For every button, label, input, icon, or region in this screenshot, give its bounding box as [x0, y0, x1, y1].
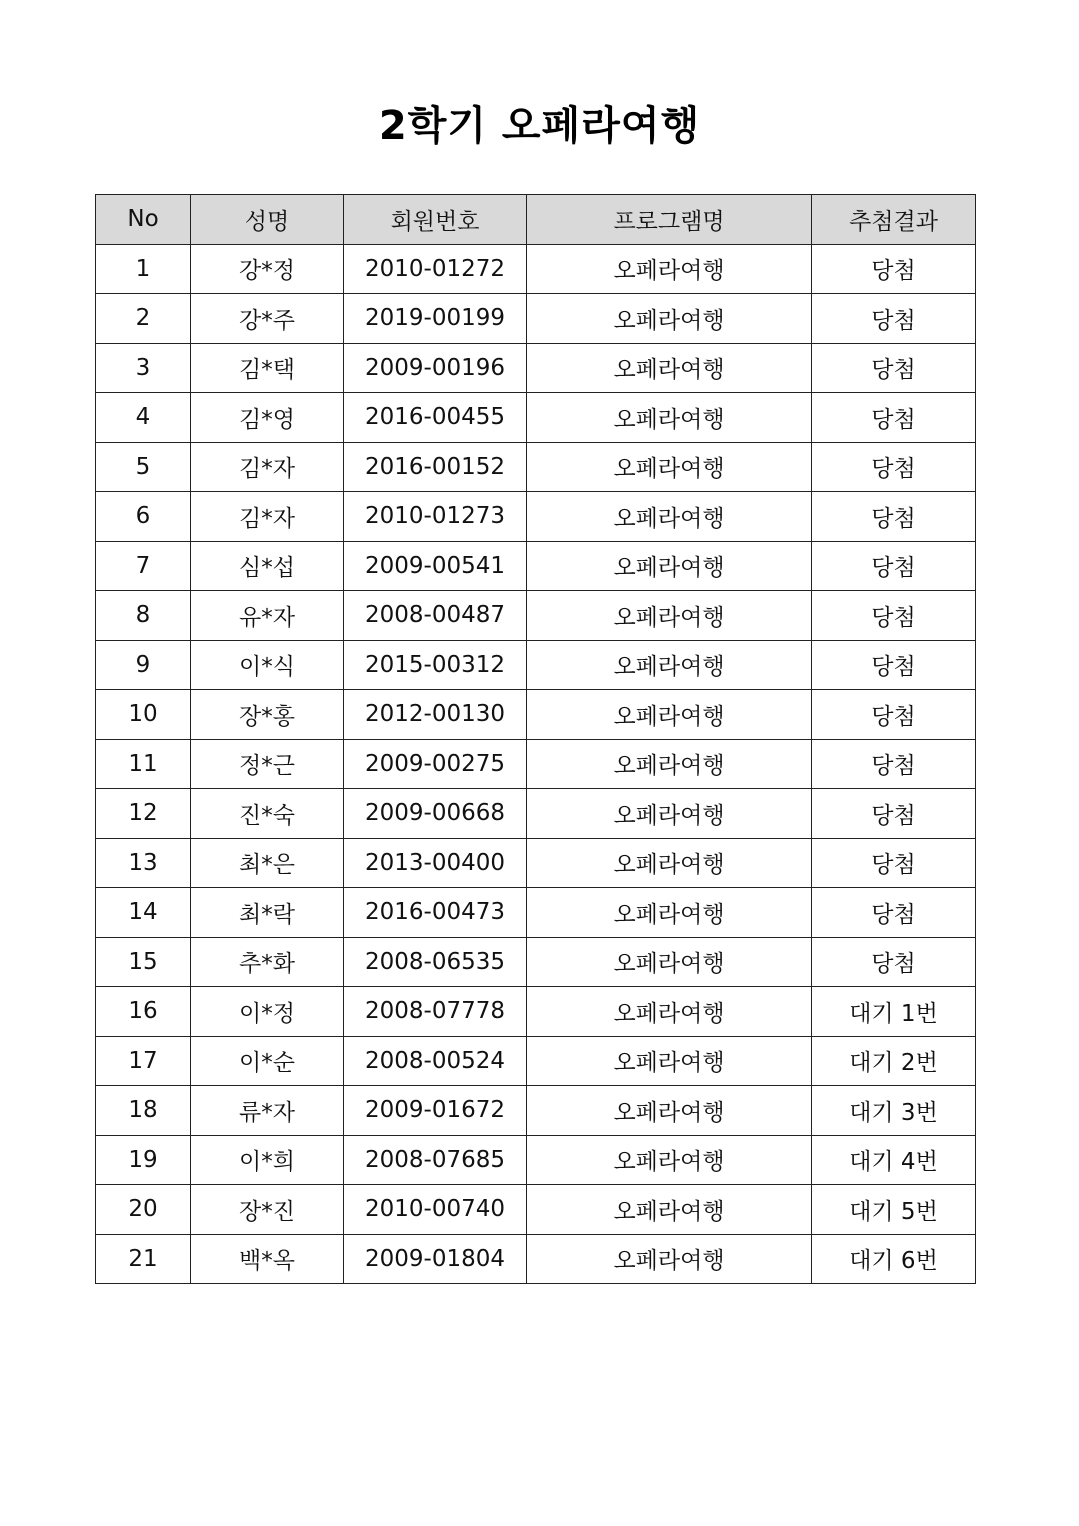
cell-name: 이*순 [191, 1036, 344, 1086]
cell-name: 이*정 [191, 987, 344, 1037]
table-body [96, 244, 976, 1284]
table-row [96, 789, 976, 839]
cell-program: 오페라여행 [527, 393, 812, 443]
cell-no: 7 [96, 541, 191, 591]
cell-no: 18 [96, 1086, 191, 1136]
cell-name: 류*자 [191, 1086, 344, 1136]
cell-member-id: 2015-00312 [344, 640, 527, 690]
cell-no: 12 [96, 789, 191, 839]
cell-member-id: 2009-01804 [344, 1234, 527, 1284]
cell-no: 11 [96, 739, 191, 789]
cell-name: 백*옥 [191, 1234, 344, 1284]
cell-member-id: 2008-00487 [344, 591, 527, 641]
table-row [96, 244, 976, 294]
cell-member-id: 2009-00668 [344, 789, 527, 839]
cell-member-id: 2009-00196 [344, 343, 527, 393]
table-header-row [96, 195, 976, 245]
cell-program: 오페라여행 [527, 690, 812, 740]
cell-no: 14 [96, 888, 191, 938]
cell-member-id: 2016-00473 [344, 888, 527, 938]
cell-program: 오페라여행 [527, 640, 812, 690]
cell-result: 대기 5번 [812, 1185, 976, 1235]
cell-no: 19 [96, 1135, 191, 1185]
cell-program: 오페라여행 [527, 888, 812, 938]
cell-no: 3 [96, 343, 191, 393]
cell-program: 오페라여행 [527, 1234, 812, 1284]
cell-program: 오페라여행 [527, 492, 812, 542]
table-row [96, 888, 976, 938]
cell-result: 당첨 [812, 294, 976, 344]
cell-name: 장*진 [191, 1185, 344, 1235]
cell-name: 김*자 [191, 442, 344, 492]
cell-name: 심*섭 [191, 541, 344, 591]
cell-name: 진*숙 [191, 789, 344, 839]
cell-no: 8 [96, 591, 191, 641]
cell-name: 최*락 [191, 888, 344, 938]
table-row [96, 541, 976, 591]
cell-name: 강*주 [191, 294, 344, 344]
cell-program: 오페라여행 [527, 244, 812, 294]
cell-no: 10 [96, 690, 191, 740]
cell-member-id: 2009-01672 [344, 1086, 527, 1136]
cell-program: 오페라여행 [527, 739, 812, 789]
table-row [96, 343, 976, 393]
header-program: 프로그램명 [527, 195, 812, 245]
cell-name: 이*희 [191, 1135, 344, 1185]
cell-result: 당첨 [812, 343, 976, 393]
cell-program: 오페라여행 [527, 294, 812, 344]
cell-result: 당첨 [812, 591, 976, 641]
cell-no: 17 [96, 1036, 191, 1086]
cell-member-id: 2008-00524 [344, 1036, 527, 1086]
cell-result: 대기 1번 [812, 987, 976, 1037]
cell-name: 정*근 [191, 739, 344, 789]
cell-member-id: 2010-01273 [344, 492, 527, 542]
cell-result: 당첨 [812, 541, 976, 591]
table-row [96, 1135, 976, 1185]
cell-result: 당첨 [812, 937, 976, 987]
table-row [96, 591, 976, 641]
table-row [96, 640, 976, 690]
cell-no: 2 [96, 294, 191, 344]
cell-no: 4 [96, 393, 191, 443]
cell-name: 강*정 [191, 244, 344, 294]
table-row [96, 442, 976, 492]
cell-name: 이*식 [191, 640, 344, 690]
cell-name: 김*택 [191, 343, 344, 393]
table-row [96, 294, 976, 344]
cell-program: 오페라여행 [527, 343, 812, 393]
cell-member-id: 2010-01272 [344, 244, 527, 294]
table-row [96, 1185, 976, 1235]
cell-no: 1 [96, 244, 191, 294]
cell-no: 5 [96, 442, 191, 492]
cell-result: 당첨 [812, 739, 976, 789]
cell-program: 오페라여행 [527, 591, 812, 641]
cell-program: 오페라여행 [527, 1135, 812, 1185]
cell-name: 장*홍 [191, 690, 344, 740]
cell-no: 9 [96, 640, 191, 690]
table-row [96, 492, 976, 542]
cell-program: 오페라여행 [527, 1036, 812, 1086]
cell-member-id: 2009-00275 [344, 739, 527, 789]
cell-member-id: 2016-00152 [344, 442, 527, 492]
header-no: No [96, 195, 191, 245]
cell-name: 유*자 [191, 591, 344, 641]
cell-no: 6 [96, 492, 191, 542]
cell-no: 21 [96, 1234, 191, 1284]
cell-result: 당첨 [812, 640, 976, 690]
table-row [96, 1234, 976, 1284]
page-title: 2학기 오페라여행 [378, 103, 701, 149]
header-member-id: 회원번호 [344, 195, 527, 245]
cell-member-id: 2012-00130 [344, 690, 527, 740]
cell-program: 오페라여행 [527, 789, 812, 839]
header-name: 성명 [191, 195, 344, 245]
cell-member-id: 2009-00541 [344, 541, 527, 591]
cell-result: 당첨 [812, 690, 976, 740]
cell-program: 오페라여행 [527, 838, 812, 888]
cell-member-id: 2016-00455 [344, 393, 527, 443]
cell-no: 16 [96, 987, 191, 1037]
cell-member-id: 2008-07685 [344, 1135, 527, 1185]
table-row [96, 937, 976, 987]
cell-no: 13 [96, 838, 191, 888]
table-row [96, 690, 976, 740]
cell-member-id: 2013-00400 [344, 838, 527, 888]
cell-program: 오페라여행 [527, 442, 812, 492]
cell-result: 당첨 [812, 838, 976, 888]
cell-name: 김*자 [191, 492, 344, 542]
table-row [96, 1036, 976, 1086]
cell-program: 오페라여행 [527, 937, 812, 987]
cell-program: 오페라여행 [527, 1185, 812, 1235]
cell-program: 오페라여행 [527, 1086, 812, 1136]
lottery-result-table [95, 194, 976, 1284]
table-row [96, 739, 976, 789]
cell-result: 대기 4번 [812, 1135, 976, 1185]
cell-result: 대기 2번 [812, 1036, 976, 1086]
table-row [96, 987, 976, 1037]
table-row [96, 393, 976, 443]
cell-result: 당첨 [812, 393, 976, 443]
cell-member-id: 2019-00199 [344, 294, 527, 344]
cell-name: 최*은 [191, 838, 344, 888]
table-row [96, 838, 976, 888]
cell-program: 오페라여행 [527, 987, 812, 1037]
cell-member-id: 2008-07778 [344, 987, 527, 1037]
cell-member-id: 2010-00740 [344, 1185, 527, 1235]
cell-result: 당첨 [812, 789, 976, 839]
cell-program: 오페라여행 [527, 541, 812, 591]
cell-member-id: 2008-06535 [344, 937, 527, 987]
cell-no: 20 [96, 1185, 191, 1235]
table-row [96, 1086, 976, 1136]
cell-name: 김*영 [191, 393, 344, 443]
cell-result: 당첨 [812, 244, 976, 294]
cell-name: 추*화 [191, 937, 344, 987]
cell-result: 당첨 [812, 492, 976, 542]
cell-result: 당첨 [812, 888, 976, 938]
cell-result: 대기 3번 [812, 1086, 976, 1136]
cell-no: 15 [96, 937, 191, 987]
cell-result: 대기 6번 [812, 1234, 976, 1284]
cell-result: 당첨 [812, 442, 976, 492]
header-result: 추첨결과 [812, 195, 976, 245]
